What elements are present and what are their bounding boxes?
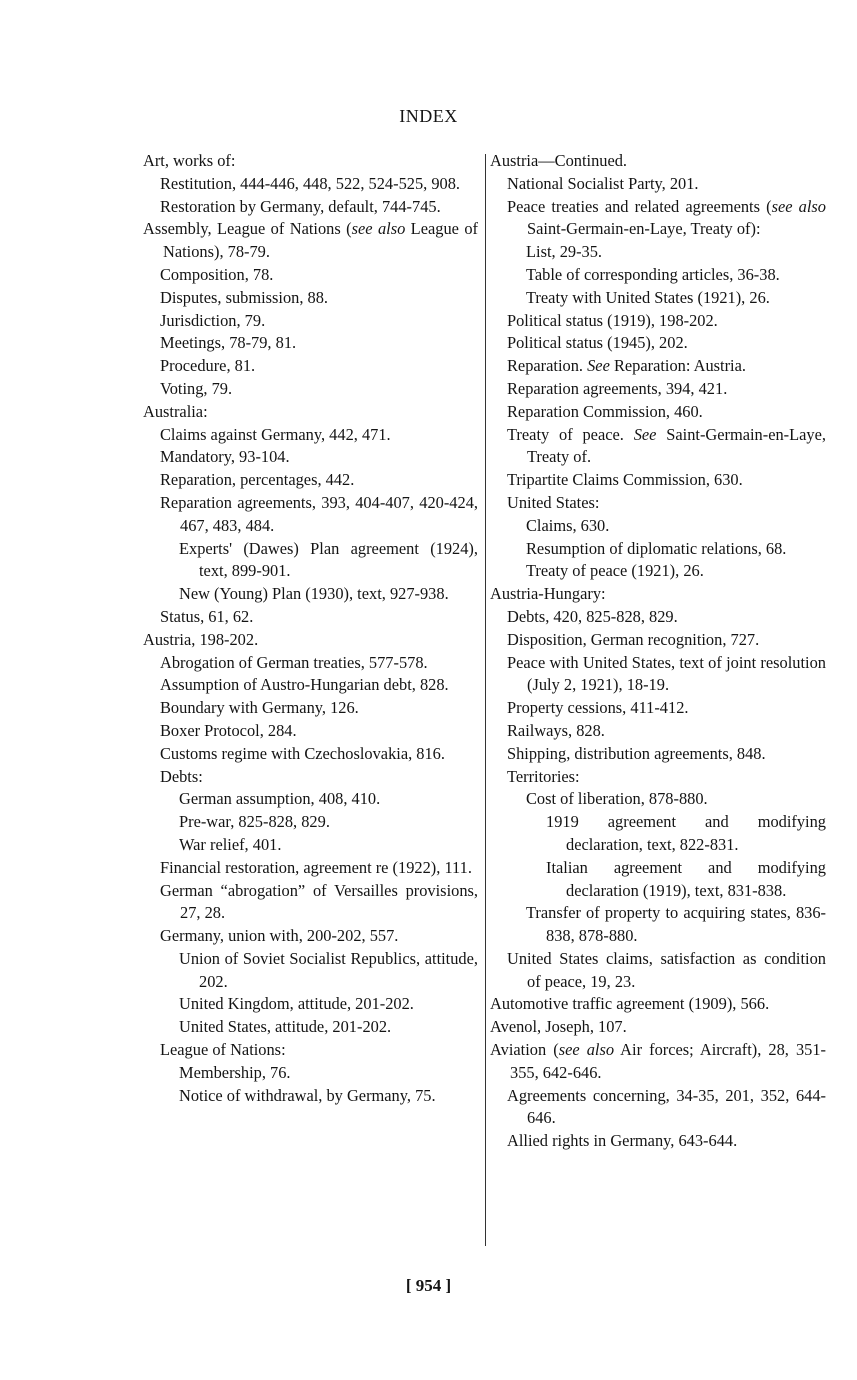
index-entry	[490, 310, 826, 333]
index-entry-text: Art, works of:	[143, 151, 236, 170]
index-entry	[143, 538, 478, 584]
index-entry	[143, 424, 478, 447]
index-entry	[143, 1062, 478, 1085]
index-entry	[143, 652, 478, 675]
index-entry-text: Pre-war, 825-828, 829.	[179, 812, 330, 832]
index-entry-text: Claims against Germany, 442, 471.	[160, 424, 391, 444]
index-entry	[490, 424, 826, 470]
index-entry-text: Austria, 198-202.	[143, 629, 259, 649]
index-entry-text: Saint-Germain-en-Laye, Treaty of.	[527, 424, 826, 467]
index-entry	[490, 1016, 826, 1039]
index-entry-text: Table of corresponding articles, 36-38.	[526, 264, 780, 284]
index-entry	[490, 606, 826, 629]
index-entry	[143, 492, 478, 538]
index-entry-text: Australia:	[143, 401, 208, 421]
index-entry-text: Reparation agreements, 394, 421.	[507, 378, 728, 398]
index-entry-text: Voting, 79.	[160, 378, 233, 398]
index-entry	[143, 310, 478, 333]
index-entry-text: National Socialist Party, 201.	[507, 173, 699, 193]
index-entry	[490, 1130, 826, 1153]
index-entry-text: United States:	[507, 492, 600, 512]
index-entry	[143, 925, 478, 948]
index-entry-italic-text: see also	[558, 1040, 615, 1060]
index-entry-text: Jurisdiction, 79.	[160, 310, 266, 330]
index-entry	[143, 332, 478, 355]
index-entry-text: Assembly, League of Nations (	[143, 219, 352, 239]
index-entry	[143, 766, 478, 789]
index-entry	[490, 196, 826, 242]
index-entry-text: Financial restoration, agreement re (1922), 111.	[160, 857, 472, 877]
index-entry	[490, 378, 826, 401]
index-entry-text: Debts, 420, 825-828, 829.	[507, 606, 678, 626]
index-entry-text: United States, attitude, 201-202.	[179, 1017, 392, 1037]
index-entry	[490, 515, 826, 538]
index-entry	[490, 538, 826, 561]
index-entry-text: Reparation, percentages, 442.	[160, 470, 355, 490]
index-entry-text: United Kingdom, attitude, 201-202.	[179, 994, 414, 1014]
index-entry	[490, 355, 826, 378]
index-entry-text: Disputes, submission, 88.	[160, 287, 329, 307]
page-number: [ 954 ]	[405, 1276, 452, 1295]
index-entry-italic-text: see also	[351, 219, 406, 239]
index-entry-text: Abrogation of German treaties, 577-578.	[160, 652, 428, 672]
index-entry	[143, 834, 478, 857]
index-entry-text: Air forces; Aircraft), 28, 351-355, 642-646.	[510, 1040, 826, 1082]
index-entry-text: Procedure, 81.	[160, 356, 256, 376]
index-entry-text: Agreements concerning, 34-35, 201, 352, 644-646.	[507, 1085, 826, 1128]
index-entry-text: Reparation.	[507, 356, 588, 376]
index-entry	[490, 720, 826, 743]
index-entry-text: Claims, 630.	[526, 515, 610, 535]
index-entry	[143, 743, 478, 766]
index-entry-text: Resumption of diplomatic relations, 68.	[526, 538, 787, 558]
index-entry	[490, 743, 826, 766]
index-entry	[490, 1039, 826, 1085]
index-entry	[490, 1085, 826, 1131]
index-entry	[143, 1085, 478, 1108]
index-entry	[490, 902, 826, 948]
index-entry	[490, 150, 826, 173]
index-entry	[490, 788, 826, 811]
index-entry-text: Aviation (	[490, 1040, 559, 1060]
index-entry	[490, 697, 826, 720]
index-column-right	[490, 150, 826, 1153]
index-entry	[143, 469, 478, 492]
index-entry-text: Meetings, 78-79, 81.	[160, 333, 297, 353]
index-entry	[490, 560, 826, 583]
index-entry-text: List, 29-35.	[526, 242, 603, 262]
index-entry	[490, 948, 826, 994]
index-entry-text: Railways, 828.	[507, 720, 605, 740]
index-entry	[143, 378, 478, 401]
index-entry	[143, 401, 478, 424]
index-entry-text: Political status (1919), 198-202.	[507, 310, 718, 330]
index-entry-italic-text: See	[587, 356, 610, 376]
index-entry	[143, 287, 478, 310]
index-entry-text: Avenol, Joseph, 107.	[490, 1017, 627, 1037]
index-entry	[490, 766, 826, 789]
index-entry-text: Debts:	[160, 766, 203, 786]
index-entry-text: Reparation Commission, 460.	[507, 401, 703, 421]
index-entry-text: Treaty with United States (1921), 26.	[526, 287, 770, 307]
index-entry-text: New (Young) Plan (1930), text, 927-938.	[179, 584, 449, 604]
index-entry-text: Reparation: Austria.	[609, 356, 746, 376]
index-entry-text: Property cessions, 411-412.	[507, 698, 689, 718]
index-entry	[143, 788, 478, 811]
index-entry-text: League of Nations), 78-79.	[163, 219, 478, 262]
index-entry	[143, 993, 478, 1016]
index-entry	[490, 241, 826, 264]
index-entry	[143, 1039, 478, 1062]
index-entry-text: Union of Soviet Socialist Republics, attitude, 202.	[179, 948, 478, 991]
index-entry-text: Tripartite Claims Commission, 630.	[507, 470, 743, 490]
index-entry-text: Germany, union with, 200-202, 557.	[160, 926, 399, 946]
index-entry-text: Assumption of Austro-Hungarian debt, 828.	[160, 675, 449, 695]
index-entry-text: Disposition, German recognition, 727.	[507, 629, 760, 649]
index-entry	[490, 583, 826, 606]
index-entry	[143, 446, 478, 469]
index-entry-text: Boxer Protocol, 284.	[160, 720, 297, 740]
index-entry	[490, 629, 826, 652]
index-column-left	[143, 150, 478, 1107]
index-entry-text: Restitution, 444-446, 448, 522, 524-525, 908.	[160, 173, 461, 193]
index-entry	[143, 1016, 478, 1039]
index-entry	[490, 332, 826, 355]
index-entry	[490, 492, 826, 515]
index-entry-text: Automotive traffic agreement (1909), 566.	[490, 994, 770, 1014]
index-entry	[143, 606, 478, 629]
index-entry	[490, 857, 826, 903]
index-entry	[143, 674, 478, 697]
index-entry-text: Membership, 76.	[179, 1062, 291, 1082]
index-entry	[490, 287, 826, 310]
index-entry	[490, 401, 826, 424]
page-title: INDEX	[399, 106, 458, 126]
index-entry	[490, 652, 826, 698]
index-entry-text: Cost of liberation, 878-880.	[526, 789, 708, 809]
index-entry-text: Shipping, distribution agreements, 848.	[507, 743, 766, 763]
index-entry	[490, 811, 826, 857]
index-entry	[143, 218, 478, 264]
index-entry-text: Status, 61, 62.	[160, 606, 254, 626]
index-entry-text: Treaty of peace (1921), 26.	[526, 561, 704, 581]
index-entry	[143, 857, 478, 880]
index-entry	[143, 720, 478, 743]
index-entry	[143, 196, 478, 219]
index-entry-text: Composition, 78.	[160, 264, 274, 284]
index-entry	[143, 150, 478, 173]
index-entry-text: Political status (1945), 202.	[507, 333, 688, 353]
index-entry-text: Notice of withdrawal, by Germany, 75.	[179, 1085, 436, 1105]
index-entry	[143, 948, 478, 994]
index-entry-text: Allied rights in Germany, 643-644.	[507, 1131, 738, 1151]
index-entry-text: Territories:	[507, 766, 580, 786]
index-entry-italic-text: See	[633, 424, 657, 444]
index-entry-text: Boundary with Germany, 126.	[160, 698, 359, 718]
index-entry-text: German “abrogation” of Versailles provisions, 27, 28.	[160, 880, 478, 923]
index-entry	[490, 173, 826, 196]
index-entry-text: Italian agreement and modifying declaration (1919), text, 831-838.	[546, 857, 826, 900]
index-entry-text: War relief, 401.	[179, 834, 282, 854]
index-entry	[143, 264, 478, 287]
index-entry-text: League of Nations:	[160, 1040, 286, 1060]
index-entry-italic-text: see also	[771, 196, 826, 216]
index-entry-text: Restoration by Germany, default, 744-745.	[160, 196, 441, 216]
index-entry	[143, 811, 478, 834]
index-entry-text: Experts' (Dawes) Plan agreement (1924), text, 899-901.	[179, 538, 478, 581]
index-entry-text: 1919 agreement and modifying declaration, text, 822-831.	[546, 812, 826, 854]
index-entry-text: Saint-Germain-en-Laye, Treaty of):	[527, 219, 761, 239]
index-entry	[143, 880, 478, 926]
index-entry-text: Mandatory, 93-104.	[160, 447, 290, 467]
index-entry	[143, 583, 478, 606]
index-entry-text: Transfer of property to acquiring states, 836-838, 878-880.	[526, 903, 826, 946]
index-entry-text: Peace treaties and related agreements (	[507, 196, 772, 216]
index-entry	[143, 629, 478, 652]
index-entry	[490, 993, 826, 1016]
index-entry-text: Customs regime with Czechoslovakia, 816.	[160, 743, 445, 763]
index-entry-text: Austria-Hungary:	[490, 584, 606, 604]
index-entry-text: German assumption, 408, 410.	[179, 789, 381, 809]
index-entry-text: United States claims, satisfaction as condition of peace, 19, 23.	[507, 948, 826, 991]
index-entry	[143, 173, 478, 196]
index-entry	[490, 264, 826, 287]
index-entry	[143, 697, 478, 720]
index-entry	[490, 469, 826, 492]
index-entry-text: Treaty of peace.	[507, 424, 634, 444]
column-divider	[485, 154, 486, 1246]
index-entry-text: Peace with United States, text of joint resolution (July 2, 1921), 18-19.	[507, 652, 826, 695]
index-entry-text: Austria—Continued.	[490, 151, 628, 170]
index-entry	[143, 355, 478, 378]
index-entry-text: Reparation agreements, 393, 404-407, 420-424, 467, 483, 484.	[160, 492, 478, 535]
